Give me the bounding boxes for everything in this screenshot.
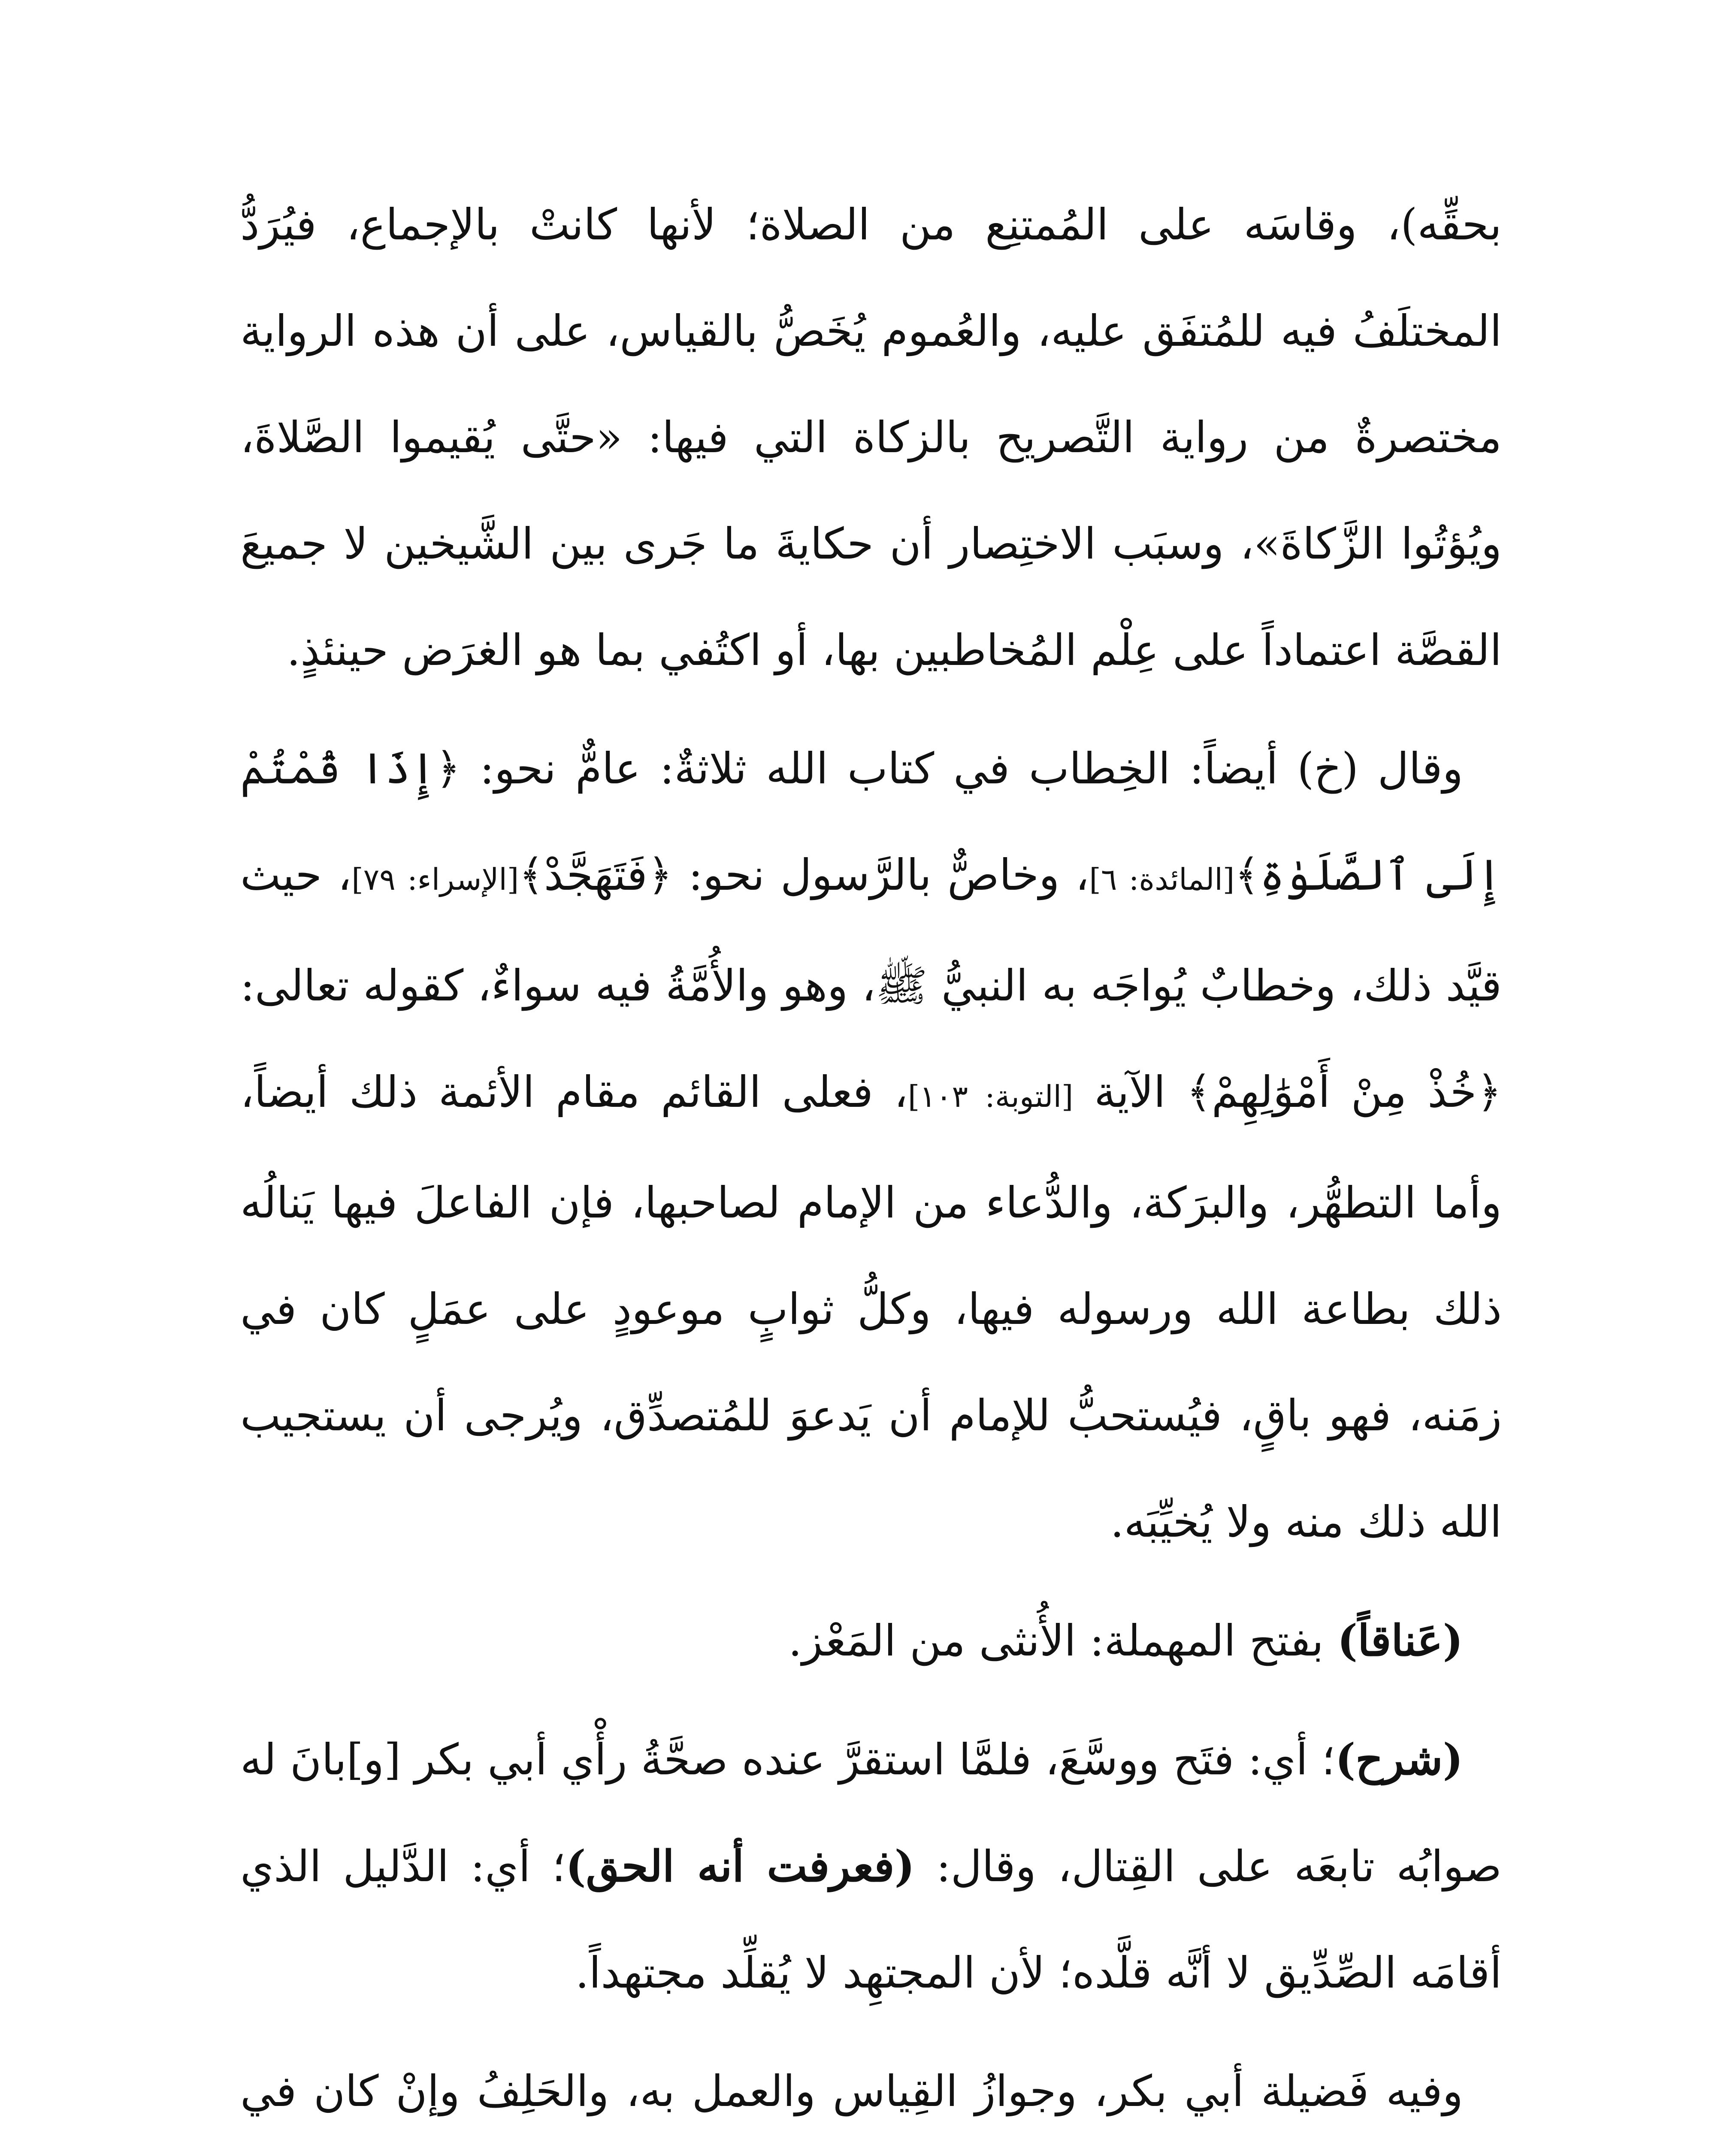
paragraph-5: [240, 2038, 1502, 2145]
paragraph-4-text-2: ؛ أي: الدَّليل الذي أقامَه الصِّدِّيق لا أنَّه قلَّده؛ لأن المجتهِد لا يُقلِّد مجتهداً.: [240, 1841, 1502, 1998]
verse-reference-1: [المائدة: ٦]: [1089, 862, 1235, 897]
paragraph-1: [240, 172, 1502, 704]
paragraph-3: [240, 1587, 1502, 1694]
term-arafa: (فعرفت أنه الحق): [566, 1841, 915, 1891]
paragraph-2-mid-1: ، وخاصٌّ بالرَّسول نحو:: [672, 850, 1089, 900]
paragraph-1-text: بحقِّه)، وقاسَه على المُمتنِع من الصلاة؛ لأنها كانتْ بالإجماع، فيُرَدُّ المختلَفُ فيه للمُتفَق عليه، والعُموم يُخَصُّ بالقياس، على أن هذه الرواية مختصرةٌ من رواية التَّصريح بالزكاة التي فيها: «حتَّى يُقيموا الصَّلاةَ، ويُؤتُوا الزَّكاةَ»، وسبَب الاختِصار أن حكايةَ ما جَرى بين الشَّيخين لا جميعَ القصَّة اعتماداً على عِلْم المُخاطبين بها، أو اكتُفي بما هو الغرَض حينئذٍ.: [240, 199, 1502, 675]
verse-reference-3: [التوبة: ١٠٣]: [908, 1079, 1074, 1114]
paragraph-2-rest: ، فعلى القائم مقام الأئمة ذلك أيضاً، وأما التطهُّر، والبرَكة، والدُّعاء من الإمام لصاحبها، فإن الفاعلَ فيها يَنالُه ذلك بطاعة الله ورسوله فيها، وكلُّ ثوابٍ موعودٍ على عمَلٍ كان في زمَنه، فهو باقٍ، فيُستحبُّ للإمام أن يَدعوَ للمُتصدِّق، ويُرجى أن يستجيب الله ذلك منه ولا يُخيِّبَه.: [240, 1067, 1502, 1547]
paragraph-2-mid-3: الآية: [1073, 1067, 1187, 1117]
paragraph-2-intro: وقال (خ) أيضاً: الخِطاب في كتاب الله ثلاثةٌ: عامٌّ نحو:: [460, 743, 1463, 794]
verse-reference-2: [الإسراء: ٧٩]: [351, 862, 519, 897]
paragraph-3-text: بفتح المهملة: الأُنثى من المَعْز.: [788, 1616, 1337, 1666]
page-body: [240, 172, 1502, 2145]
quran-verse-2: ﴿فَتَهَجَّدْ﴾: [519, 850, 673, 900]
paragraph-2-mid-2: ، حيث قيَّد ذلك، وخطابٌ يُواجَه به النبيُّ ﷺ، وهو والأُمَّةُ فيه سواءٌ، كقوله تعالى:: [240, 850, 1502, 1011]
paragraph-4: [240, 1706, 1502, 2026]
quran-verse-1: ﴿إِذَا قُمْتُمْ إِلَى ٱلصَّلَوٰةِ﴾: [240, 743, 1502, 900]
paragraph-2: [240, 716, 1502, 1575]
term-anaq: (عَناقاً): [1337, 1615, 1463, 1666]
paragraph-4-text-1: ؛ أي: فتَح ووسَّعَ، فلمَّا استقرَّ عنده صحَّةُ رأْي أبي بكر [و]بانَ له صوابُه تابعَه على القِتال، وقال:: [240, 1734, 1502, 1891]
paragraph-5-text: وفيه فَضيلة أبي بكر، وجوازُ القِياس والعمل به، والحَلِفُ وإنْ كان في: [240, 2066, 1463, 2116]
quran-verse-3: ﴿خُذْ مِنْ أَمْوَٰلِهِمْ﴾: [1186, 1067, 1502, 1117]
term-sharh: (شرح): [1335, 1734, 1463, 1785]
